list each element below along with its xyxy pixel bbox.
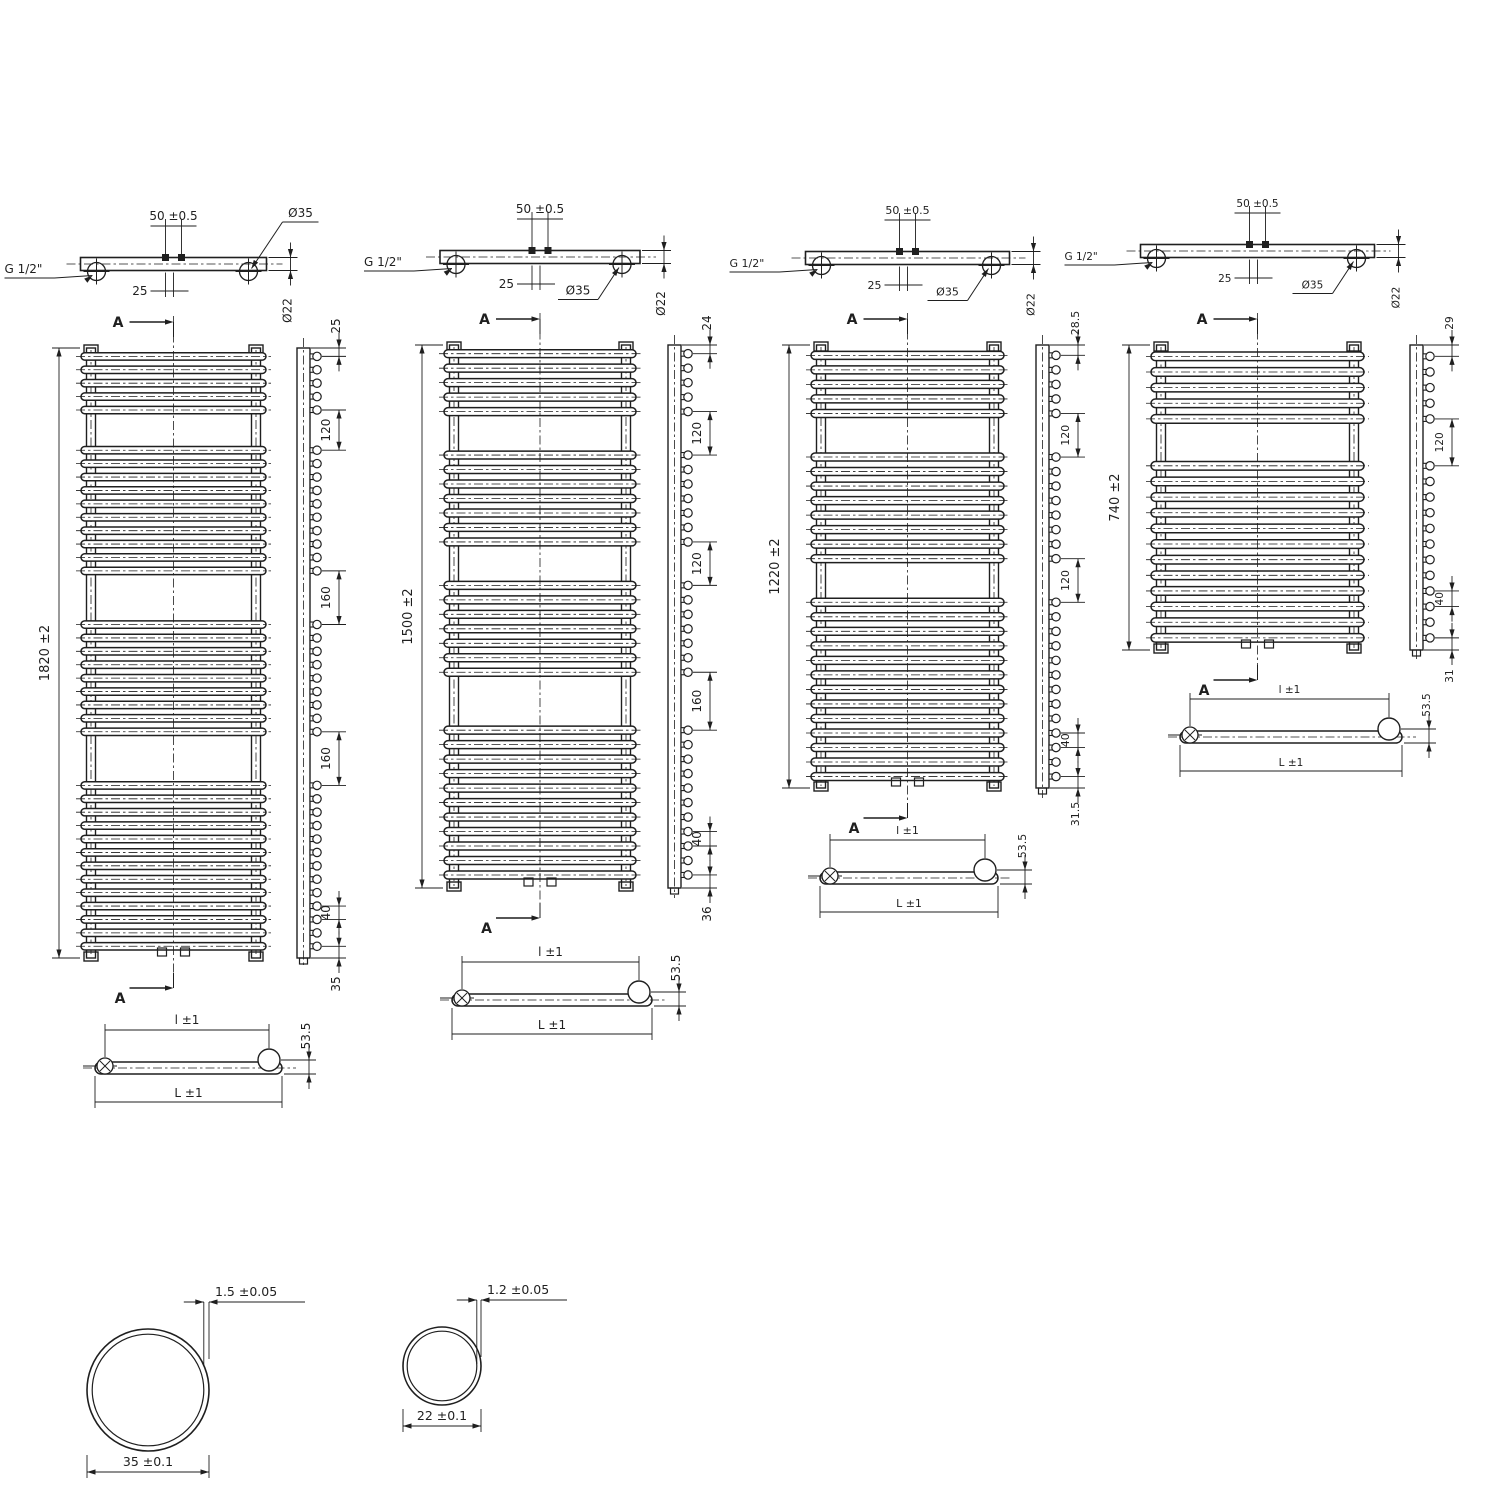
rung-end xyxy=(1426,618,1434,626)
rung-end xyxy=(684,798,692,806)
dim-thread: G 1/2" xyxy=(4,262,43,276)
dim-arrow xyxy=(1249,677,1258,682)
dim-towel-gap: 160 xyxy=(319,747,333,771)
front-view xyxy=(401,312,641,937)
rung-end xyxy=(313,942,321,950)
dim-axle-distance: l ±1 xyxy=(896,824,919,837)
rung-end xyxy=(313,821,321,829)
dim-arrow xyxy=(1449,356,1454,365)
front-view xyxy=(768,312,1009,837)
dim-arrow xyxy=(676,984,681,993)
rung-end xyxy=(684,755,692,763)
dim-tube-pitch: 40 xyxy=(319,905,333,921)
dim-tube-diameter: Ø22 xyxy=(654,291,668,316)
rung-end xyxy=(1052,714,1060,722)
dim-arrow xyxy=(336,938,341,947)
dim-tube-diameter: Ø22 xyxy=(1024,293,1038,316)
rung-end xyxy=(313,888,321,896)
dim-arrow xyxy=(1075,559,1080,568)
dim-arrow xyxy=(1449,419,1454,428)
dim-arrow xyxy=(707,577,712,586)
rung-end xyxy=(684,465,692,473)
dim-pitch-50: 50 ±0.5 xyxy=(515,202,565,216)
rung-end xyxy=(684,480,692,488)
dim-offset-25: 25 xyxy=(498,277,514,291)
dim-arrow xyxy=(336,442,341,451)
dim-arrow xyxy=(612,268,619,276)
dim-tube-pitch: 40 xyxy=(1434,592,1446,606)
rung-end xyxy=(313,728,321,736)
dim-arrow xyxy=(1449,337,1454,346)
dim-thread: G 1/2" xyxy=(1064,251,1098,263)
dim-arrow xyxy=(707,846,712,855)
dim-side-top-offset: 29 xyxy=(1444,316,1456,330)
rung-end xyxy=(1426,540,1434,548)
dim-thread: G 1/2" xyxy=(364,255,402,269)
dim-tube-diameter: 35 ±0.1 xyxy=(122,1454,174,1469)
line xyxy=(1115,263,1153,266)
dim-arrow xyxy=(288,249,293,258)
rung-end xyxy=(1052,540,1060,548)
rung-end xyxy=(313,647,321,655)
rung-end xyxy=(313,674,321,682)
dim-arrow xyxy=(336,732,341,741)
rung-end xyxy=(1052,511,1060,519)
dim-collector-diameter: Ø35 xyxy=(936,285,959,299)
rung-end xyxy=(684,668,692,676)
line xyxy=(780,270,818,273)
dim-depth: 53.5 xyxy=(299,1022,313,1050)
dim-arrow xyxy=(707,447,712,456)
dim-arrow xyxy=(1022,862,1027,871)
top-view xyxy=(1065,0,1406,308)
collector-end xyxy=(974,859,996,881)
dim-arrow xyxy=(1031,265,1036,274)
dim-arrow xyxy=(1449,582,1454,591)
rung-end xyxy=(313,567,321,575)
rung-end xyxy=(313,781,321,789)
dim-thread: G 1/2" xyxy=(729,257,765,270)
dim-pitch-50: 50 ±0.5 xyxy=(1236,198,1279,210)
collector-end xyxy=(1378,718,1400,740)
dim-wall-thickness: 1.5 ±0.05 xyxy=(215,1284,278,1299)
rung-end xyxy=(1426,383,1434,391)
rung-end xyxy=(1426,602,1434,610)
dim-offset-25: 25 xyxy=(1218,273,1232,285)
towel-radiator-1220 xyxy=(730,0,1086,918)
dim-tube-diameter: Ø22 xyxy=(280,298,295,323)
rung-end xyxy=(1052,467,1060,475)
dim-tube-pitch: 40 xyxy=(1059,733,1072,748)
dim-towel-gap: 160 xyxy=(319,586,333,610)
dim-tube-pitch: 40 xyxy=(690,831,704,847)
rung-end xyxy=(1426,352,1434,360)
section-marker-a: A xyxy=(848,821,860,837)
dim-arrow xyxy=(707,337,712,346)
rung-end xyxy=(313,392,321,400)
dim-depth: 53.5 xyxy=(1016,833,1029,859)
rung-end xyxy=(313,526,321,534)
dim-arrow xyxy=(1075,449,1080,458)
rung-end xyxy=(1052,482,1060,490)
rung-end xyxy=(1052,598,1060,606)
rung-end xyxy=(313,848,321,856)
section-marker-a: A xyxy=(846,312,858,328)
rung-end xyxy=(1052,700,1060,708)
dim-arrow xyxy=(707,354,712,363)
rung-end xyxy=(1052,366,1060,374)
rung-end xyxy=(684,494,692,502)
rung-end xyxy=(684,871,692,879)
dim-depth: 53.5 xyxy=(669,954,683,982)
rung-end xyxy=(684,581,692,589)
rung-end xyxy=(1426,493,1434,501)
rung-end xyxy=(684,349,692,357)
dim-arrow xyxy=(1449,629,1454,638)
rung-end xyxy=(313,540,321,548)
dim-arrow xyxy=(288,271,293,280)
dim-arrow xyxy=(1022,884,1027,893)
dim-arrow xyxy=(336,616,341,625)
dim-side-top-offset: 28.5 xyxy=(1069,310,1082,336)
dim-arrow xyxy=(195,1299,204,1304)
dim-arrow xyxy=(1346,262,1353,270)
top-view xyxy=(364,0,671,316)
dim-arrow xyxy=(473,1423,482,1428)
dim-collector-diameter: Ø35 xyxy=(1301,279,1324,292)
dim-towel-gap: 120 xyxy=(1434,432,1446,453)
section-marker-a: A xyxy=(112,315,124,331)
dim-side-bottom-offset: 35 xyxy=(329,976,343,992)
dim-arrow xyxy=(336,777,341,786)
dim-arrow xyxy=(707,412,712,421)
dim-arrow xyxy=(1426,721,1431,730)
dim-overall-length: L ±1 xyxy=(1278,757,1304,769)
dim-axle-distance: l ±1 xyxy=(174,1013,200,1027)
dim-axle-distance: l ±1 xyxy=(538,945,563,959)
side-view xyxy=(1036,311,1085,827)
dim-arrow xyxy=(1075,768,1080,777)
dim-arrow xyxy=(1075,594,1080,603)
collector-end xyxy=(258,1049,280,1071)
rung-end xyxy=(1052,380,1060,388)
dim-arrow xyxy=(1426,743,1431,752)
rung-end xyxy=(1426,399,1434,407)
rung-end xyxy=(313,835,321,843)
rung-end xyxy=(1052,685,1060,693)
bottom-view xyxy=(440,0,686,1040)
dim-arrow xyxy=(661,242,666,251)
rung-end xyxy=(313,687,321,695)
top-view xyxy=(5,0,319,323)
section-marker-a: A xyxy=(481,921,492,937)
rung-end xyxy=(1052,642,1060,650)
rung-end xyxy=(684,393,692,401)
dim-arrow xyxy=(1075,413,1080,422)
dim-side-bottom-offset: 31.5 xyxy=(1069,801,1082,827)
dim-arrow xyxy=(87,1469,96,1474)
rung-end xyxy=(1052,772,1060,780)
rung-end xyxy=(313,513,321,521)
dim-arrow xyxy=(1449,607,1454,616)
dim-arrow xyxy=(899,815,908,820)
dim-side-bottom-offset: 31 xyxy=(1444,669,1456,683)
dim-collector-diameter: Ø35 xyxy=(288,206,313,220)
rung-end xyxy=(313,486,321,494)
rung-end xyxy=(684,740,692,748)
dim-overall-length: L ±1 xyxy=(537,1018,567,1032)
rung-end xyxy=(313,875,321,883)
dim-arrow xyxy=(252,260,259,269)
dim-arrow xyxy=(899,316,908,321)
dim-arrow xyxy=(1126,345,1131,354)
rung-end xyxy=(1426,555,1434,563)
dim-arrow xyxy=(419,880,424,889)
rung-end xyxy=(684,407,692,415)
towel-radiator-1500 xyxy=(364,0,717,1040)
dim-arrow xyxy=(661,264,666,273)
rung-end xyxy=(1052,627,1060,635)
rung-end xyxy=(684,784,692,792)
dim-arrow xyxy=(707,888,712,897)
rung-end xyxy=(1426,571,1434,579)
dim-arrow xyxy=(165,985,174,990)
rung-end xyxy=(1052,453,1060,461)
rung-end xyxy=(1426,368,1434,376)
front-view xyxy=(38,315,271,1007)
rung-end xyxy=(1426,634,1434,642)
rung-end xyxy=(313,714,321,722)
dim-arrow xyxy=(532,316,541,321)
rung-end xyxy=(684,769,692,777)
rung-end xyxy=(1426,415,1434,423)
dim-arrow xyxy=(403,1423,412,1428)
dim-towel-gap: 120 xyxy=(1059,569,1072,591)
dim-arrow xyxy=(1396,236,1401,245)
rung-end xyxy=(684,813,692,821)
rung-end xyxy=(684,523,692,531)
dim-axle-distance: l ±1 xyxy=(1278,684,1301,696)
rung-end xyxy=(313,406,321,414)
rung-end xyxy=(684,538,692,546)
rung-end xyxy=(684,726,692,734)
dim-arrow xyxy=(56,348,61,357)
section-marker-a: A xyxy=(479,312,490,328)
rung-end xyxy=(684,610,692,618)
section-marker-a: A xyxy=(1196,312,1208,328)
rung-end xyxy=(313,929,321,937)
line xyxy=(414,269,452,272)
rung-end xyxy=(1052,554,1060,562)
rung-end xyxy=(1426,509,1434,517)
dim-arrow xyxy=(1075,355,1080,364)
towel-radiator-1820 xyxy=(5,0,347,1108)
rung-end xyxy=(313,701,321,709)
dim-arrow xyxy=(532,915,541,920)
dim-pitch-50: 50 ±0.5 xyxy=(885,204,930,217)
front-view xyxy=(1108,312,1369,699)
rung-end xyxy=(1052,656,1060,664)
dim-towel-gap: 120 xyxy=(1059,424,1072,446)
rung-end xyxy=(313,862,321,870)
dim-arrow xyxy=(1075,724,1080,733)
rung-end xyxy=(684,451,692,459)
tube-outer xyxy=(403,1327,481,1405)
dim-height: 1820 ±2 xyxy=(38,624,53,682)
dim-arrow xyxy=(201,1469,210,1474)
rung-tube-section xyxy=(403,1282,567,1432)
dim-arrow xyxy=(1126,642,1131,651)
dim-offset-25: 25 xyxy=(867,279,882,292)
rung-end xyxy=(313,795,321,803)
dim-arrow xyxy=(1396,258,1401,267)
rung-end xyxy=(684,856,692,864)
dim-arrow xyxy=(981,269,988,277)
dim-arrow xyxy=(707,823,712,832)
dim-arrow xyxy=(786,345,791,354)
rung-end xyxy=(684,639,692,647)
dim-height: 1500 ±2 xyxy=(401,588,416,645)
rung-end xyxy=(1426,462,1434,470)
rung-end xyxy=(1052,409,1060,417)
dim-arrow xyxy=(1075,788,1080,797)
dim-pitch-50: 50 ±0.5 xyxy=(149,209,198,223)
rung-end xyxy=(313,500,321,508)
dim-arrow xyxy=(1075,748,1080,757)
rung-end xyxy=(313,661,321,669)
dim-arrow xyxy=(1075,337,1080,346)
dim-side-top-offset: 25 xyxy=(329,318,343,334)
rung-end xyxy=(684,654,692,662)
rung-end xyxy=(684,378,692,386)
rung-end xyxy=(684,509,692,517)
rung-end xyxy=(313,459,321,467)
dim-arrow xyxy=(707,722,712,731)
dim-collector-diameter: Ø35 xyxy=(565,283,591,298)
rung-end xyxy=(313,473,321,481)
rung-end xyxy=(313,634,321,642)
dim-overall-length: L ±1 xyxy=(896,897,922,910)
rung-end xyxy=(684,625,692,633)
rung-end xyxy=(313,366,321,374)
dim-tube-diameter: Ø22 xyxy=(1390,286,1403,309)
dim-arrow xyxy=(336,571,341,580)
dim-offset-25: 25 xyxy=(132,284,148,298)
dim-arrow xyxy=(707,672,712,681)
collector-tube-section xyxy=(87,1284,305,1478)
rung-end xyxy=(1426,524,1434,532)
dim-overall-length: L ±1 xyxy=(174,1086,203,1100)
dim-arrow xyxy=(1449,457,1454,466)
dim-arrow xyxy=(336,356,341,365)
towel-radiator-740 xyxy=(1065,0,1460,777)
dim-arrow xyxy=(786,780,791,789)
dim-towel-gap: 120 xyxy=(690,552,704,576)
rung-end xyxy=(1052,613,1060,621)
rung-end xyxy=(1426,587,1434,595)
side-view xyxy=(668,315,717,921)
dim-arrow xyxy=(707,542,712,551)
dim-height: 1220 ±2 xyxy=(768,538,783,595)
rung-end xyxy=(313,446,321,454)
top-view xyxy=(730,0,1041,316)
dim-arrow xyxy=(707,866,712,875)
dim-arrow xyxy=(468,1297,477,1302)
dim-arrow xyxy=(676,1006,681,1015)
rung-end xyxy=(1052,758,1060,766)
rung-end xyxy=(1052,671,1060,679)
section-marker-a: A xyxy=(114,991,126,1007)
rung-end xyxy=(684,364,692,372)
tube-inner xyxy=(407,1331,477,1401)
dim-arrow xyxy=(306,1074,311,1083)
section-marker-a: A xyxy=(1198,683,1210,699)
dim-tube-diameter: 22 ±0.1 xyxy=(416,1408,468,1423)
dim-arrow xyxy=(1031,243,1036,252)
dim-towel-gap: 160 xyxy=(690,689,704,713)
dim-arrow xyxy=(165,319,174,324)
rung-end xyxy=(313,620,321,628)
rung-end xyxy=(313,379,321,387)
rung-end xyxy=(313,808,321,816)
dim-arrow xyxy=(56,950,61,959)
rung-end xyxy=(1052,525,1060,533)
dim-towel-gap: 120 xyxy=(319,418,333,442)
dim-arrow xyxy=(419,345,424,354)
dim-arrow xyxy=(336,410,341,419)
dim-towel-gap: 120 xyxy=(690,421,704,445)
tube-outer xyxy=(87,1329,209,1451)
dim-wall-thickness: 1.2 ±0.05 xyxy=(487,1282,550,1297)
dim-arrow xyxy=(336,898,341,907)
dim-height: 740 ±2 xyxy=(1108,473,1123,522)
dim-arrow xyxy=(336,340,341,349)
dim-arrow xyxy=(1249,316,1258,321)
rung-end xyxy=(1052,351,1060,359)
rung-end xyxy=(1052,395,1060,403)
rung-end xyxy=(313,553,321,561)
dim-arrow xyxy=(1449,650,1454,659)
dim-arrow xyxy=(306,1052,311,1061)
dim-arrow xyxy=(336,919,341,928)
side-view xyxy=(297,318,346,991)
side-view xyxy=(1410,316,1459,682)
rung-end xyxy=(1426,477,1434,485)
rung-end xyxy=(1052,496,1060,504)
collector-end xyxy=(628,981,650,1003)
rung-end xyxy=(313,352,321,360)
rung-end xyxy=(684,596,692,604)
tube-inner xyxy=(92,1334,204,1446)
line xyxy=(55,276,93,279)
dim-side-top-offset: 24 xyxy=(700,315,714,331)
dim-arrow xyxy=(336,958,341,967)
dim-depth: 53.5 xyxy=(1421,693,1433,717)
dim-side-bottom-offset: 36 xyxy=(700,906,714,922)
